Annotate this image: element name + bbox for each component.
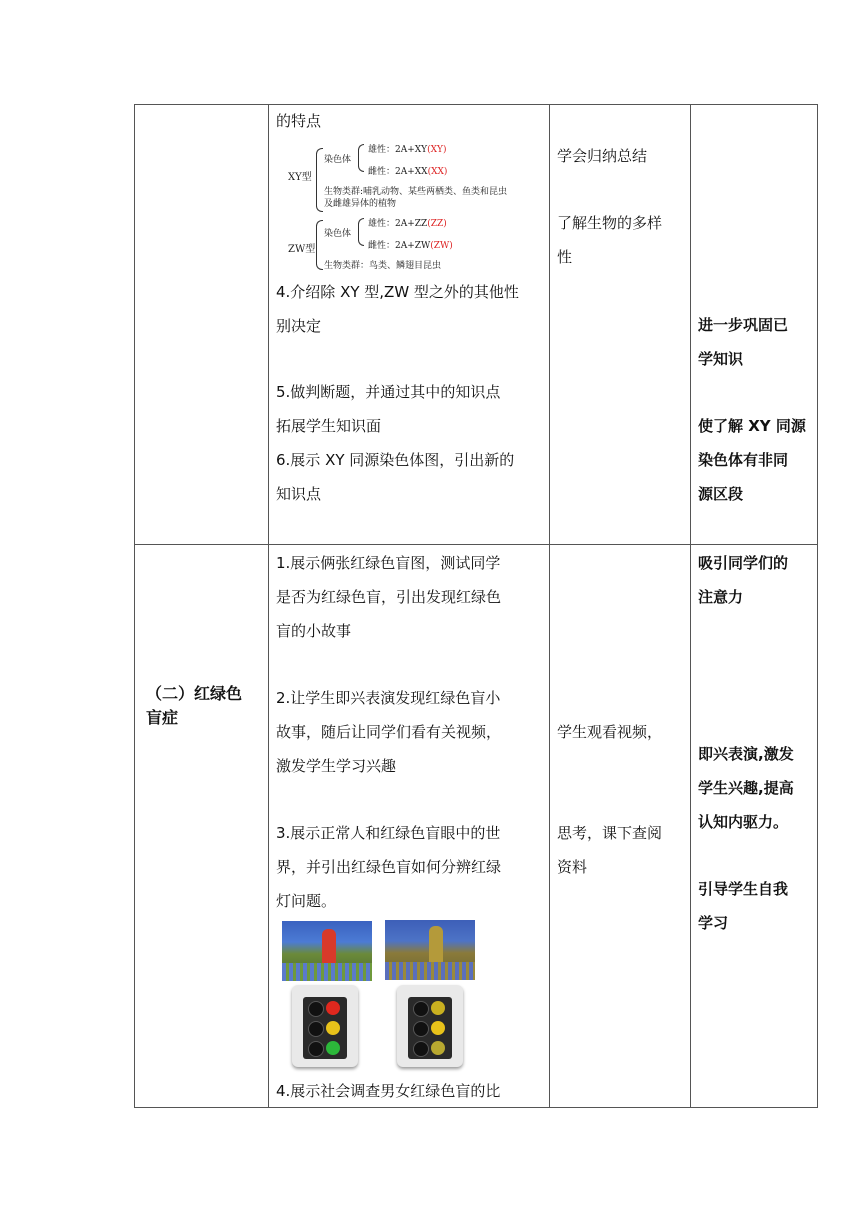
section-title-line1: （二）红绿色 [146, 684, 243, 703]
xy-male: 雄性：2A+XY [368, 145, 428, 155]
zw-female: 雌性：2A+ZW [368, 241, 431, 251]
item4-line2: 别决定 [276, 317, 322, 335]
xy-chromosome-label: 染色体 [324, 155, 352, 165]
row-divider [135, 544, 817, 545]
r2-intent-a1: 吸引同学们的 [698, 554, 789, 572]
xy-groups-2: 及雌雄异体的植物 [324, 199, 397, 209]
r1-intent-a1: 进一步巩固已 [698, 316, 789, 334]
col-divider-2 [549, 105, 550, 1107]
item6-line1: 6.展示 XY 同源染色体图，引出新的 [276, 451, 515, 469]
xy-groups-1: 生物类群:哺乳动物、某些两栖类、鱼类和昆虫 [324, 187, 508, 197]
xy-female: 雌性：2A+XX [368, 167, 428, 177]
xy-female-red: (XX) [427, 167, 448, 177]
zw-female-red: (ZW) [430, 241, 453, 251]
r2-intent-a2: 注意力 [698, 588, 744, 606]
xy-brace [316, 148, 323, 212]
col-divider-1 [268, 105, 269, 1107]
r2-activity-b2: 资料 [557, 858, 588, 876]
sex-determination-diagram [276, 140, 546, 272]
r2-activity-b1: 思考，课下查阅 [557, 824, 663, 842]
red-lamp-icon [326, 1001, 340, 1015]
r2-item3-line3: 灯问题。 [276, 892, 337, 910]
traffic-light-normal [292, 985, 358, 1067]
lamp-3-icon [431, 1041, 445, 1055]
r1-intent-b2: 染色体有非同 [698, 451, 789, 469]
r2-intent-c1: 引导学生自我 [698, 880, 789, 898]
r1-activity-b1: 了解生物的多样 [557, 214, 663, 232]
r2-intent-b2: 学生兴趣,提高 [698, 779, 794, 797]
xy-sub-brace [358, 144, 364, 172]
colorblind-vision-photo [385, 920, 475, 980]
lamp-2-icon [431, 1021, 445, 1035]
lamp-1-icon [431, 1001, 445, 1015]
r2-item3-line2: 界，并引出红绿色盲如何分辨红绿 [276, 858, 502, 876]
r2-intent-b1: 即兴表演,激发 [698, 745, 794, 763]
r2-item3-line1: 3.展示正常人和红绿色盲眼中的世 [276, 824, 501, 842]
r2-intent-c2: 学习 [698, 914, 729, 932]
zw-sub-brace [358, 218, 364, 246]
zw-brace [316, 220, 323, 270]
r2-item2-line1: 2.让学生即兴表演发现红绿色盲小 [276, 689, 501, 707]
zw-groups: 生物类群：鸟类、鳞翅目昆虫 [324, 261, 442, 271]
green-lamp-icon [326, 1041, 340, 1055]
r2-intent-b3: 认知内驱力。 [698, 813, 789, 831]
r1-activity-b2: 性 [557, 248, 573, 266]
xy-type-label: XY型 [288, 172, 312, 183]
r2-item2-line3: 激发学生学习兴趣 [276, 757, 397, 775]
zw-male: 雄性：2A+ZZ [368, 219, 428, 229]
text-feature: 的特点 [276, 112, 322, 130]
r2-item1-line3: 盲的小故事 [276, 622, 352, 640]
col-divider-3 [690, 105, 691, 1107]
r1-intent-a2: 学知识 [698, 350, 744, 368]
item5-line2: 拓展学生知识面 [276, 417, 382, 435]
r2-item1-line1: 1.展示俩张红绿色盲图，测试同学 [276, 554, 501, 572]
traffic-light-colorblind [397, 985, 463, 1067]
r2-item1-line2: 是否为红绿色盲，引出发现红绿色 [276, 588, 502, 606]
yellow-lamp-icon [326, 1021, 340, 1035]
xy-male-red: (XY) [427, 145, 447, 155]
zw-male-red: (ZZ) [427, 219, 447, 229]
item4-line1: 4.介绍除 XY 型,ZW 型之外的其他性 [276, 283, 519, 301]
normal-vision-photo [282, 921, 372, 981]
r1-intent-b3: 源区段 [698, 485, 744, 503]
r2-item2-line2: 故事，随后让同学们看有关视频， [276, 723, 502, 741]
item6-line2: 知识点 [276, 485, 322, 503]
item5-line1: 5.做判断题，并通过其中的知识点 [276, 383, 501, 401]
zw-chromosome-label: 染色体 [324, 229, 352, 239]
r2-activity-a: 学生观看视频， [557, 723, 663, 741]
r1-activity-a: 学会归纳总结 [557, 147, 648, 165]
section-title-line2: 盲症 [146, 708, 179, 727]
r2-item4-line1: 4.展示社会调查男女红绿色盲的比 [276, 1082, 501, 1100]
r1-intent-b1: 使了解 XY 同源 [698, 417, 806, 435]
zw-type-label: ZW型 [288, 244, 316, 255]
